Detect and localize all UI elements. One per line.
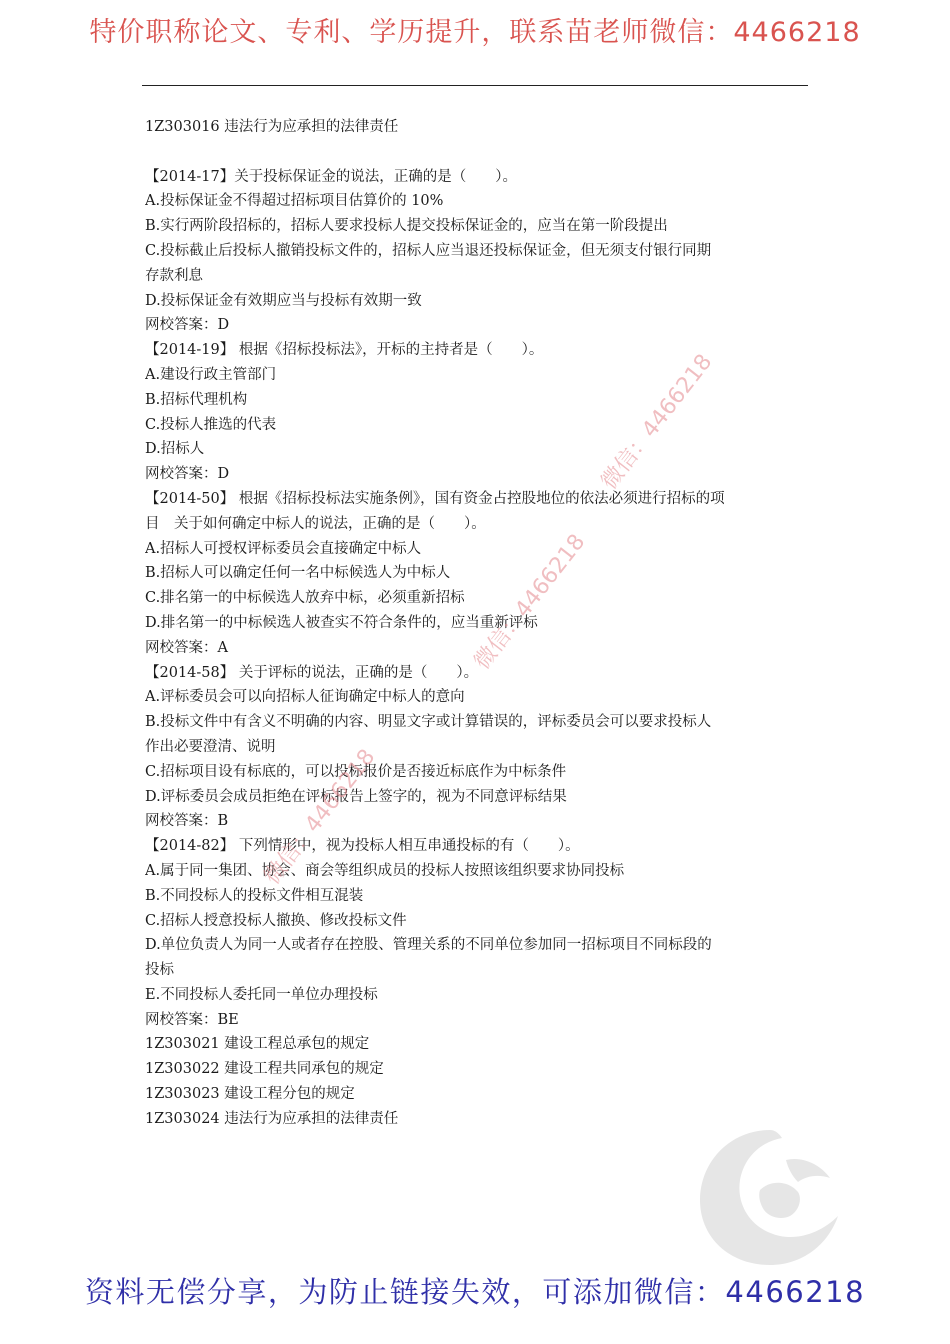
text-line: B.招标人可以确定任何一名中标候选人为中标人 xyxy=(145,565,451,582)
header-banner: 特价职称论文、专利、学历提升，联系苗老师微信：4466218 xyxy=(89,17,861,48)
dolphin-logo-icon xyxy=(690,1120,850,1270)
text-line: D.单位负责人为同一人或者存在控股、管理关系的不同单位参加同一招标项目不同标段的 xyxy=(145,937,712,954)
text-line: 【2014-17】关于投标保证金的说法，正确的是（ ）。 xyxy=(145,168,517,185)
text-line: D.投标保证金有效期应当与投标有效期一致 xyxy=(145,292,422,309)
text-line: C.招标人授意投标人撤换、修改投标文件 xyxy=(145,912,407,929)
text-line: A.投标保证金不得超过招标项目估算价的 10% xyxy=(145,193,444,210)
header-divider xyxy=(142,85,808,86)
text-line: 存款利息 xyxy=(145,267,203,284)
text-line: 目 关于如何确定中标人的说法，正确的是（ ）。 xyxy=(145,515,486,532)
text-line: 【2014-50】 根据《招标投标法实施条例》，国有资金占控股地位的依法必须进行招标的项 xyxy=(145,490,725,507)
text-line: 网校答案：D xyxy=(145,317,230,334)
text-line: B.实行两阶段招标的，招标人要求投标人提交投标保证金的，应当在第一阶段提出 xyxy=(145,218,668,235)
text-line: 1Z303016 违法行为应承担的法律责任 xyxy=(145,119,399,135)
text-line: A.评标委员会可以向招标人征询确定中标人的意向 xyxy=(145,689,465,706)
blank-line xyxy=(145,140,810,165)
watermark-text: 微信：4466218 xyxy=(596,349,718,495)
text-line: D.评标委员会成员拒绝在评标报告上签字的，视为不同意评标结果 xyxy=(145,788,567,805)
text-line: 网校答案：A xyxy=(145,639,228,656)
text-line: 【2014-58】 关于评标的说法，正确的是（ ）。 xyxy=(145,664,479,681)
text-line: 【2014-19】 根据《招标投标法》，开标的主持者是（ ）。 xyxy=(145,342,544,359)
text-line: B.不同投标人的投标文件相互混装 xyxy=(145,887,364,904)
text-line: B.招标代理机构 xyxy=(145,391,248,408)
text-line: 1Z303021 建设工程总承包的规定 xyxy=(145,1036,370,1053)
footer-banner: 资料无偿分享，为防止链接失效，可添加微信：4466218 xyxy=(84,1275,866,1309)
text-line: C.投标人推选的代表 xyxy=(145,416,277,433)
text-line: C.排名第一的中标候选人放弃中标，必须重新招标 xyxy=(145,590,465,607)
watermark-text: 微信：4466218 xyxy=(469,529,591,675)
text-line: 网校答案：B xyxy=(145,813,229,830)
text-line: 作出必要澄清、说明 xyxy=(145,738,276,755)
text-line: E.不同投标人委托同一单位办理投标 xyxy=(145,986,378,1003)
text-line: 投标 xyxy=(145,962,174,979)
text-line: A.属于同一集团、协会、商会等组织成员的投标人按照该组织要求协同投标 xyxy=(145,862,625,879)
text-line: 网校答案：D xyxy=(145,466,230,483)
text-line: A.建设行政主管部门 xyxy=(145,366,277,383)
text-line: 网校答案：BE xyxy=(145,1011,239,1028)
watermark-text: 微信：4466218 xyxy=(259,744,381,890)
document-body xyxy=(145,115,810,1132)
text-line: A.招标人可授权评标委员会直接确定中标人 xyxy=(145,540,422,557)
text-line: 1Z303024 违法行为应承担的法律责任 xyxy=(145,1110,399,1127)
text-line: D.招标人 xyxy=(145,441,205,458)
text-line: C.招标项目设有标底的，可以投标报价是否接近标底作为中标条件 xyxy=(145,763,567,780)
text-line: D.排名第一的中标候选人被查实不符合条件的，应当重新评标 xyxy=(145,614,538,631)
text-line: C.投标截止后投标人撤销投标文件的，招标人应当退还投标保证金，但无须支付银行同期 xyxy=(145,242,712,259)
text-line: B.投标文件中有含义不明确的内容、明显文字或计算错误的，评标委员会可以要求投标人 xyxy=(145,714,712,731)
text-line: 1Z303022 建设工程共同承包的规定 xyxy=(145,1061,384,1078)
text-line: 【2014-82】 下列情形中，视为投标人相互串通投标的有（ ）。 xyxy=(145,838,580,855)
text-line: 1Z303023 建设工程分包的规定 xyxy=(145,1086,355,1103)
